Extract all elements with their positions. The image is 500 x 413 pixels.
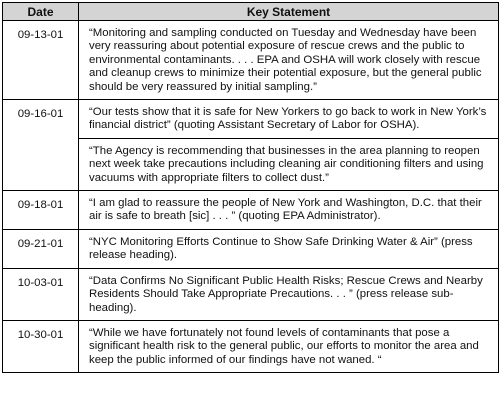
- statement-cell: “NYC Monitoring Efforts Continue to Show Safe Drinking Water & Air” (press release heading).: [79, 229, 499, 268]
- table-row: [3, 320, 499, 372]
- date-cell: 10-30-01: [3, 320, 79, 372]
- date-cell: 09-21-01: [3, 229, 79, 268]
- statement-cell: “The Agency is recommending that businesses in the area planning to reopen next week take precautions including cleaning air conditioning filters and using vacuums with appropriate filters to collect dust.”: [79, 138, 499, 190]
- table-row: [3, 100, 499, 139]
- header-date: Date: [3, 3, 79, 21]
- date-cell-empty: [3, 138, 79, 190]
- statement-cell: “Our tests show that it is safe for New Yorkers to go back to work in New York’s financial district” (quoting Assistant Secretary of Labor for OSHA).: [79, 100, 499, 139]
- date-cell: 09-18-01: [3, 191, 79, 230]
- key-statements-table: [2, 2, 499, 373]
- table-row: [3, 229, 499, 268]
- statement-cell: “While we have fortunately not found levels of contaminants that pose a significant health risk to the general public, our efforts to monitor the area and keep the public informed of our findings have not waned. “: [79, 320, 499, 372]
- statement-cell: “I am glad to reassure the people of New York and Washington, D.C. that their air is safe to breath [sic] . . . ” (quoting EPA Administrator).: [79, 191, 499, 230]
- date-cell: 09-13-01: [3, 21, 79, 100]
- table-row: [3, 21, 499, 100]
- date-cell: 09-16-01: [3, 100, 79, 139]
- statement-cell: “Data Confirms No Significant Public Health Risks; Rescue Crews and Nearby Residents Should Take Appropriate Precautions. . . ” (press release sub-heading).: [79, 268, 499, 320]
- header-key-statement: Key Statement: [79, 3, 499, 21]
- date-cell: 10-03-01: [3, 268, 79, 320]
- table-row: [3, 191, 499, 230]
- table-row-continued: [3, 138, 499, 190]
- header-row: [3, 3, 499, 21]
- table-row: [3, 268, 499, 320]
- statement-cell: “Monitoring and sampling conducted on Tuesday and Wednesday have been very reassuring about potential exposure of rescue crews and the public to environmental contaminants. . . . EPA and OSHA will work closely with rescue and cleanup crews to minimize their potential exposure, but the general public should be very reassured by initial sampling.”: [79, 21, 499, 100]
